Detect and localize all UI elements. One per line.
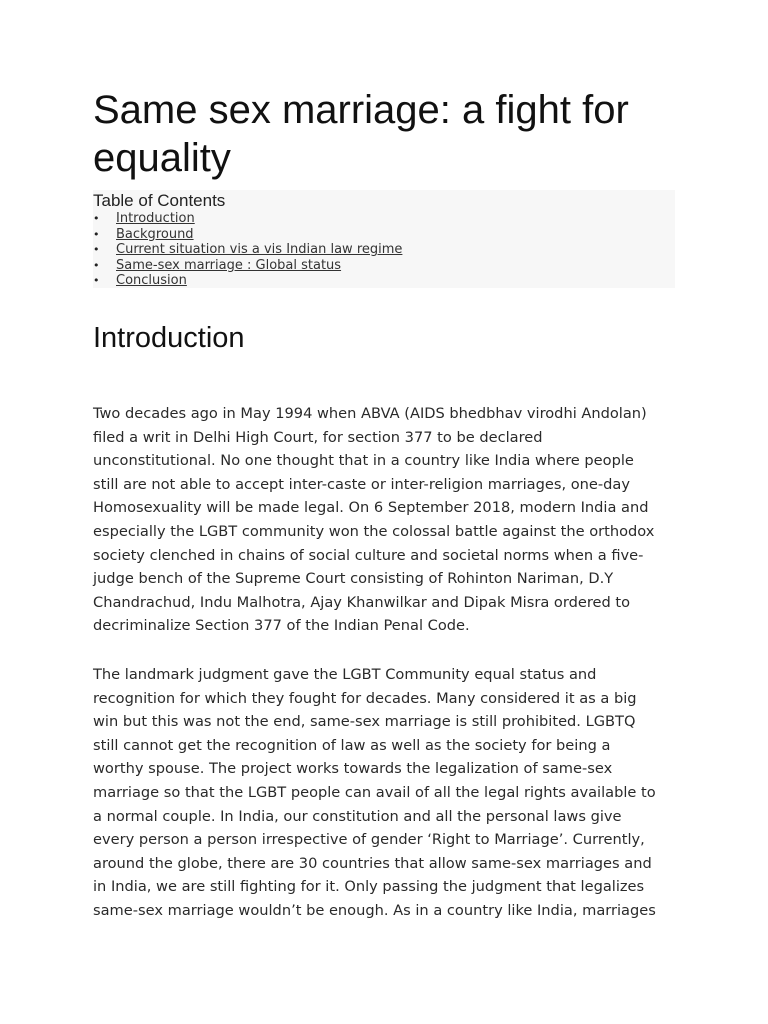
paragraph-line: every person a person irrespective of gender ‘Right to Marriage’. Currently, (93, 831, 645, 849)
paragraph-line: still cannot get the recognition of law as well as the society for being a (93, 736, 611, 754)
paragraph-line: in India, we are still fighting for it. Only passing the judgment that legalizes (93, 878, 645, 896)
bullet-icon: • (93, 243, 100, 256)
toc-link-background[interactable]: Background (116, 226, 194, 242)
toc-link-global-status[interactable]: Same-sex marriage : Global status (116, 257, 342, 273)
paragraph-line: marriage so that the LGBT people can avail of all the legal rights available to (93, 783, 656, 801)
paragraph-line: recognition for which they fought for decades. Many considered it as a big (93, 689, 637, 707)
toc-list (93, 211, 402, 289)
paragraph-line: around the globe, there are 30 countries that allow same-sex marriages and (93, 854, 652, 872)
toc-item-global-status (93, 258, 402, 274)
paragraph-line: especially the LGBT community won the colossal battle against the orthodox (93, 522, 655, 540)
bullet-icon: • (93, 258, 100, 272)
bullet-icon: • (93, 227, 100, 241)
table-of-contents (93, 190, 675, 288)
paragraph-line: The landmark judgment gave the LGBT Community equal status and (93, 666, 597, 683)
paragraph-line: still are not able to accept inter-caste or inter-religion marriages, one-day (93, 475, 631, 493)
toc-item-introduction (93, 211, 402, 227)
paragraph-line: Homosexuality will be made legal. On 6 September 2018, modern India and (93, 499, 649, 517)
paragraph-line: win but this was not the end, same-sex marriage is still prohibited. LGBTQ (93, 713, 636, 731)
paragraph-line: same-sex marriage wouldn’t be enough. As in a country like India, marriages (93, 901, 656, 919)
bullet-icon: • (93, 274, 100, 287)
paragraph-line: judge bench of the Supreme Court consisting of Rohinton Nariman, D.Y (93, 570, 614, 588)
paragraph-line: Two decades ago in May 1994 when ABVA (AIDS bhedbhav virodhi Andolan) (93, 405, 647, 422)
toc-item-background (93, 227, 402, 243)
paragraph-line: a normal couple. In India, our constitution and all the personal laws give (93, 807, 622, 825)
toc-item-conclusion (93, 273, 402, 289)
paragraph-1 (93, 402, 683, 638)
toc-link-introduction[interactable]: Introduction (116, 211, 195, 226)
toc-heading: Table of Contents (93, 191, 226, 210)
paragraph-line: Chandrachud, Indu Malhotra, Ajay Khanwilkar and Dipak Misra ordered to (93, 593, 631, 611)
toc-link-current-situation[interactable]: Current situation vis a vis Indian law regime (116, 242, 403, 257)
toc-link-conclusion[interactable]: Conclusion (116, 273, 187, 288)
document-title: Same sex marriage: a fight for equality (93, 88, 629, 180)
paragraph-2 (93, 663, 683, 923)
paragraph-line: filed a writ in Delhi High Court, for section 377 to be declared (93, 428, 543, 446)
bullet-icon: • (93, 212, 100, 225)
paragraph-line: society clenched in chains of social culture and societal norms when a five- (93, 546, 644, 564)
paragraph-line: unconstitutional. No one thought that in a country like India where people (93, 452, 634, 470)
paragraph-line: decriminalize Section 377 of the Indian Penal Code. (93, 617, 470, 635)
toc-item-current-situation (93, 242, 402, 258)
section-heading-introduction: Introduction (93, 322, 245, 354)
paragraph-line: worthy spouse. The project works towards the legalization of same-sex (93, 760, 613, 778)
